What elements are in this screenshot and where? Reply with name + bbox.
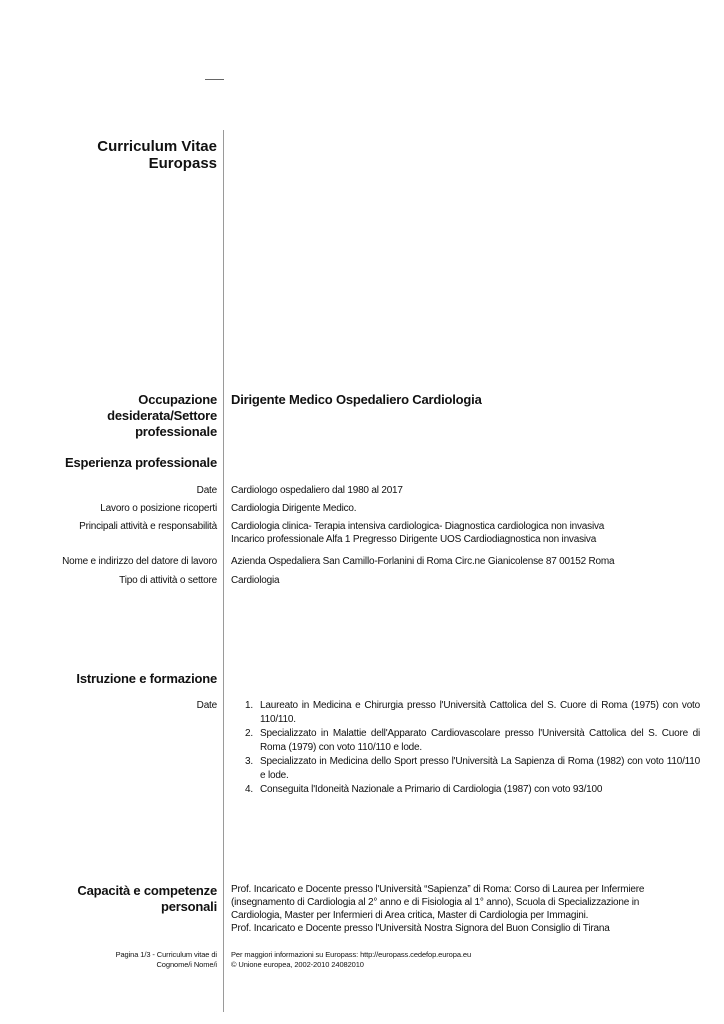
occupation-label-line: Occupazione [138,392,217,407]
skills-line: Cardiologia, Master per Infermieri di Area critica, Master di Cardiologia per Immagini. [231,910,589,921]
education-date-label: Date [196,700,217,711]
footer-right [231,950,471,970]
skills-line: Prof. Incaricato e Docente presso l'Università Nostra Signora del Buon Consiglio di Tirana [231,923,610,934]
cv-title-line1: Curriculum Vitae [97,138,217,155]
experience-position-value: Cardiologia Dirigente Medico. [231,503,357,514]
education-item-text: Laureato in Medicina e Chirurgia presso l'Università Cattolica del S. Cuore di Roma (1975) con voto 110/110. [260,700,700,725]
occupation-value: Dirigente Medico Ospedaliero Cardiologia [231,392,482,407]
education-item [245,727,700,754]
education-heading: Istruzione e formazione [76,671,217,686]
experience-activities-label: Principali attività e responsabilità [79,521,217,532]
skills-heading [77,883,217,915]
education-item-text: Specializzato in Medicina dello Sport presso l'Università La Sapienza di Roma (1982) con voto 110/110 e lode. [260,756,700,781]
footer-left [116,950,217,970]
education-item-number: 4. [245,784,253,795]
experience-activities-value [231,520,604,546]
experience-employer-label: Nome e indirizzo del datore di lavoro [62,556,217,567]
education-item [245,755,700,782]
skills-line: Prof. Incaricato e Docente presso l'Università “Sapienza” di Roma: Corso di Laurea per Infermiere [231,884,645,895]
footer-name: Cognome/i Nome/i [156,960,217,969]
education-item [245,699,700,726]
skills-heading-line: Capacità e competenze [77,883,217,898]
column-divider [223,130,224,1012]
education-item-number: 3. [245,756,253,767]
experience-activities-line: Incarico professionale Alfa 1 Pregresso Dirigente UOS Cardiodiagnostica non invasiva [231,534,597,545]
experience-sector-value: Cardiologia [231,575,280,586]
education-item [245,783,700,797]
education-list [245,699,700,798]
experience-date-label: Date [196,485,217,496]
skills-heading-line: personali [161,899,217,914]
experience-employer-value: Azienda Ospedaliera San Camillo-Forlanini di Roma Circ.ne Gianicolense 87 00152 Roma [231,556,615,567]
experience-position-label: Lavoro o posizione ricoperti [100,503,217,514]
experience-heading: Esperienza professionale [65,455,217,470]
occupation-label-line: desiderata/Settore [107,408,217,423]
skills-line: (insegnamento di Cardiologia al 2° anno e di Fisiologia al 1° anno), Scuola di Specializzazione in [231,897,640,908]
education-item-number: 1. [245,700,253,711]
education-item-number: 2. [245,728,253,739]
education-item-text: Conseguita l'Idoneità Nazionale a Primario di Cardiologia (1987) con voto 93/100 [260,784,603,795]
cv-title [97,138,217,172]
footer-info-link: Per maggiori informazioni su Europass: http://europass.cedefop.europa.eu [231,950,472,959]
education-item-text: Specializzato in Malattie dell'Apparato Cardiovascolare presso l'Università Cattolica del S. Cuore di Roma (1979) con voto 110/110 e lode. [260,728,700,753]
cv-title-line2: Europass [148,155,217,172]
experience-activities-line: Cardiologia clinica- Terapia intensiva cardiologica- Diagnostica cardiologica non invasiva [231,521,605,532]
occupation-label [107,392,217,440]
footer-copyright: © Unione europea, 2002-2010 24082010 [231,960,364,969]
experience-date-value: Cardiologo ospedaliero dal 1980 al 2017 [231,485,403,496]
footer-page-info: Pagina 1/3 - Curriculum vitae di [115,950,217,959]
experience-sector-label: Tipo di attività o settore [119,575,217,586]
skills-text [231,883,701,935]
header-dash [205,79,224,80]
occupation-label-line: professionale [135,424,217,439]
